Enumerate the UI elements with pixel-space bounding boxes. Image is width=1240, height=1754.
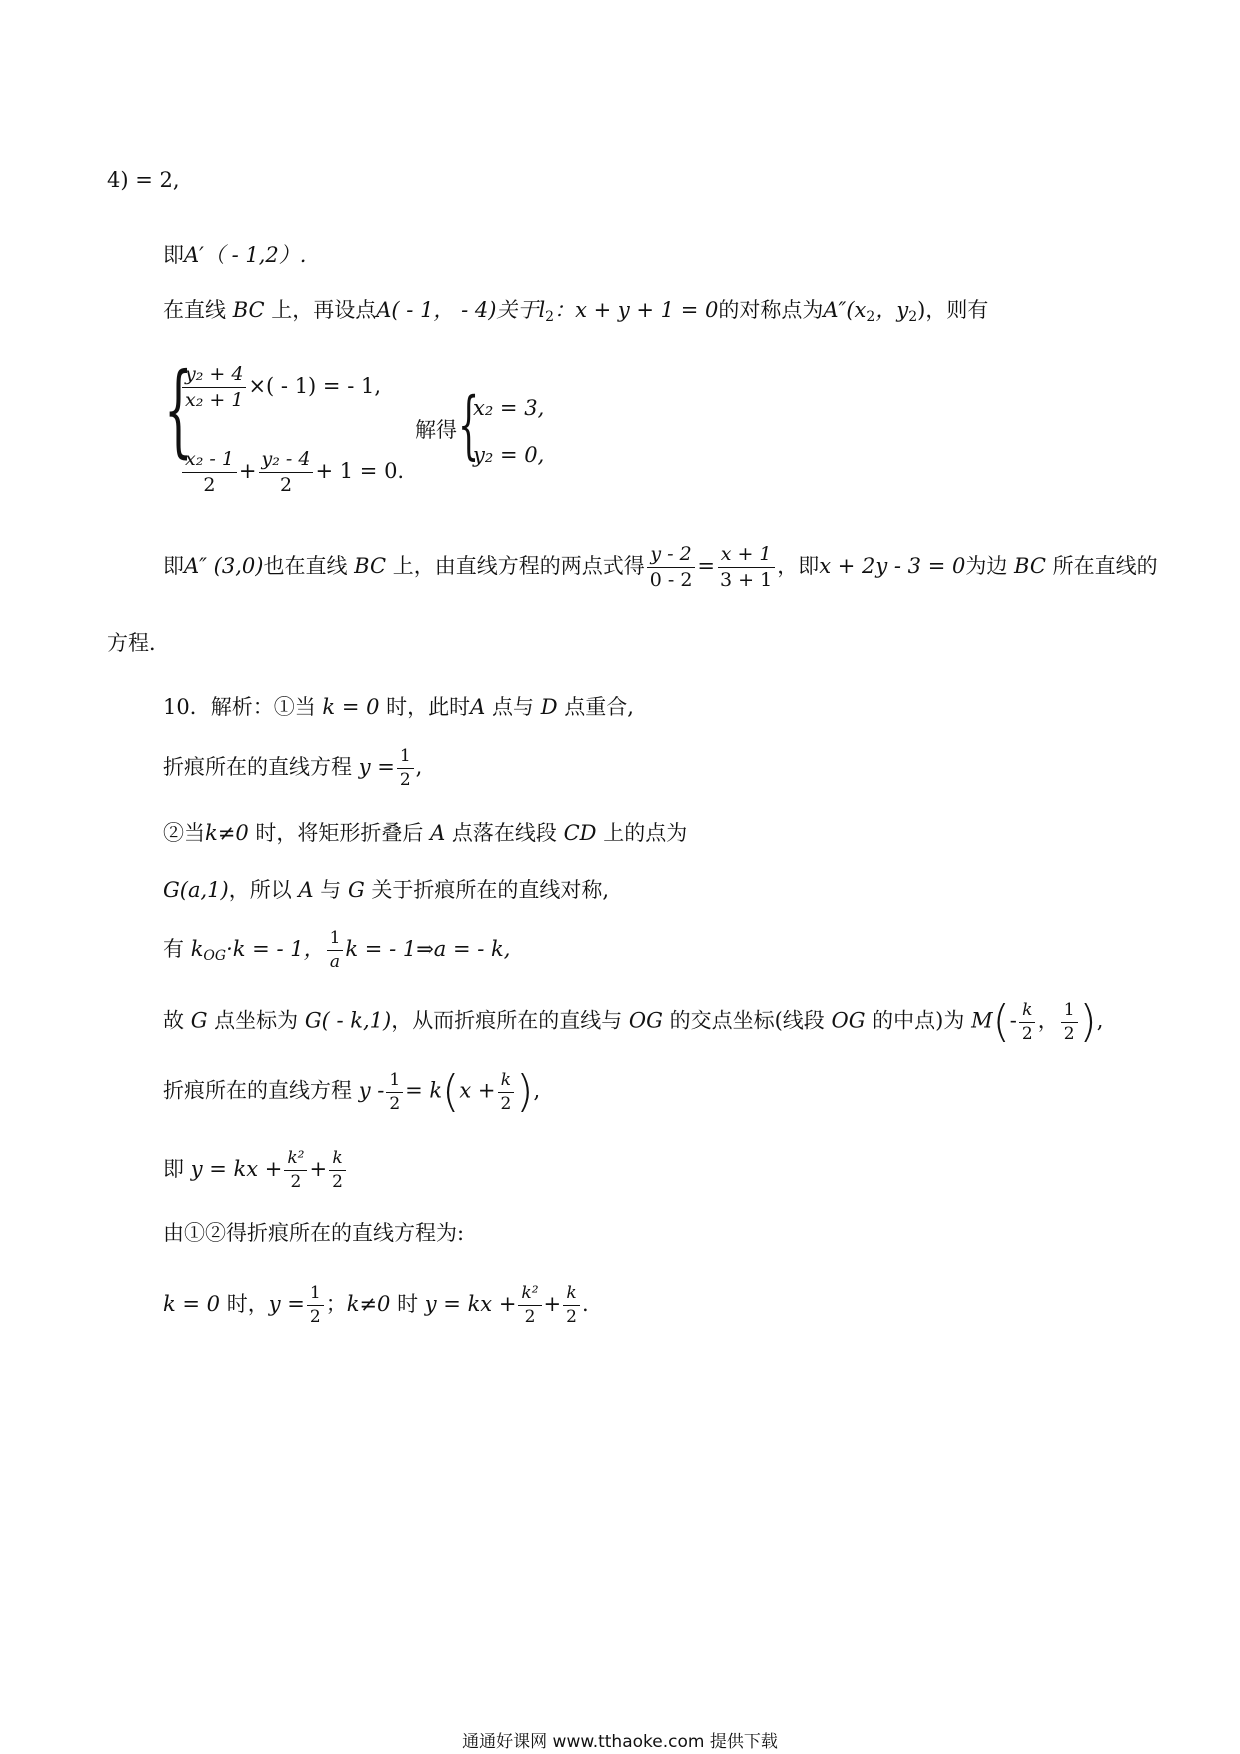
line-16-a: k = 0	[163, 1292, 221, 1316]
line-11-sub: OG	[203, 948, 227, 964]
text-line-13	[163, 1066, 541, 1117]
line-16-end: .	[581, 1292, 589, 1316]
text-line-9	[163, 823, 687, 844]
line-16-b: 时，	[226, 1292, 269, 1316]
line-12-num2: 1	[1061, 1002, 1078, 1023]
line-7-e: 点与	[492, 695, 535, 719]
system-row-2	[180, 450, 404, 495]
line-10-d: 与	[320, 878, 342, 902]
line-13-den2: 2	[500, 1093, 512, 1114]
line-16-num3: k	[563, 1285, 579, 1306]
line-13-fraction-2	[497, 1069, 514, 1114]
line-5-g: x + 2y - 3 = 0	[819, 554, 966, 578]
line-8-fraction	[397, 748, 414, 789]
system-r2-fraction-1	[182, 450, 237, 495]
line-16-den3: 2	[566, 1307, 577, 1327]
line-7-a: 10．解析：①当	[163, 695, 316, 719]
line-13-c: = k	[405, 1078, 443, 1103]
line-3-d: ：x + y + 1 = 0	[554, 298, 719, 322]
solution-row-2	[473, 445, 544, 466]
line-13-num2: k	[498, 1072, 514, 1093]
line-3-m: )，则有	[917, 298, 989, 322]
line-10-f: 关于折痕所在的直线对称,	[371, 878, 610, 902]
line-13-e: ,	[533, 1078, 541, 1103]
line-16-fraction-1	[307, 1285, 324, 1326]
right-paren-eq: )	[516, 1066, 534, 1117]
text-line-8	[163, 748, 422, 789]
line-3-b: 上，再设点	[271, 298, 377, 322]
line-12-den2: 2	[1063, 1023, 1075, 1044]
line-13-d: x +	[459, 1078, 496, 1103]
line-12-end: ,	[1096, 1008, 1104, 1033]
solve-label	[415, 420, 457, 441]
line-12-h: OG	[831, 1008, 866, 1033]
line-12-minus: -	[1009, 1008, 1017, 1033]
text-line-11	[163, 930, 510, 971]
left-brace-system: {	[164, 351, 193, 468]
line-9-f: CD	[563, 821, 597, 845]
line-11-a: 有	[163, 937, 184, 961]
line-12-den1: 2	[1021, 1023, 1033, 1044]
line-12-comma: ，	[1037, 1008, 1059, 1033]
line-5-fden1: 0 - 2	[649, 569, 693, 591]
line-8-a: 折痕所在的直线方程	[163, 755, 352, 779]
line-7-d: A	[470, 695, 486, 719]
line-16-num1: 1	[307, 1285, 324, 1306]
text-line-7	[163, 697, 634, 718]
line-16-c: y =	[268, 1292, 305, 1316]
line-11-b: k	[190, 937, 204, 961]
solution-r2-text: y₂ = 0,	[473, 443, 545, 467]
line-11-d: k = - 1⇒a = - k,	[345, 937, 511, 961]
line-8-den: 2	[399, 770, 411, 790]
line-16-num2: k²	[518, 1285, 541, 1306]
line-14-plus: +	[309, 1157, 328, 1181]
line-8-c: ,	[415, 755, 423, 779]
left-paren-eq: (	[442, 1066, 460, 1117]
line-3-c: A( - 1， - 4)关于	[376, 298, 539, 322]
text-line-6	[107, 633, 170, 654]
line-16-f: 时	[397, 1292, 419, 1316]
line-14-a: 即	[163, 1157, 184, 1181]
line-3-g: 2	[866, 309, 876, 325]
line-1-text: 4) = 2,	[107, 168, 180, 192]
line-5-fraction-2	[717, 545, 775, 590]
line-5-fden2: 3 + 1	[720, 569, 773, 591]
line-13-b: y -	[358, 1078, 385, 1103]
system-r2-num1: x₂ - 1	[182, 450, 237, 473]
line-3-f: A″(x	[823, 298, 867, 322]
system-r2-den2: 2	[279, 474, 293, 496]
line-14-fraction-2	[329, 1150, 346, 1191]
left-paren-m: (	[992, 996, 1010, 1047]
line-14-b: y = kx +	[190, 1157, 283, 1181]
system-r2-plus: +	[238, 459, 257, 483]
system-r2-den1: 2	[203, 474, 216, 496]
system-r1-num: y₂ + 4	[182, 365, 246, 388]
line-9-a: ②当	[163, 821, 205, 845]
line-14-den2: 2	[332, 1172, 343, 1192]
line-16-plus: +	[543, 1292, 562, 1316]
line-11-num: 1	[327, 930, 344, 951]
line-3-k: 2	[908, 309, 918, 325]
system-r2-rest: + 1 = 0.	[315, 459, 405, 483]
page-footer	[0, 1727, 1240, 1752]
line-14-fraction-1	[284, 1150, 307, 1191]
line-16-d: ；	[325, 1292, 347, 1316]
line-5-fraction-1	[647, 545, 696, 590]
line-7-g: 点重合,	[564, 695, 634, 719]
line-16-den1: 2	[309, 1307, 321, 1327]
line-2-prefix: 即	[163, 243, 184, 267]
line-5-a: 即	[163, 554, 184, 578]
line-3-h: ，y	[875, 298, 909, 322]
system-r1-den: x₂ + 1	[185, 389, 244, 411]
line-12-fraction-1	[1019, 999, 1036, 1044]
line-12-g: 的交点坐标(线段	[669, 1008, 825, 1033]
line-15-text: 由①②得折痕所在的直线方程为:	[163, 1221, 465, 1245]
line-7-b: k = 0	[322, 695, 380, 719]
line-8-num: 1	[397, 748, 414, 769]
system-r1-rest: ×( - 1) = - 1,	[248, 374, 381, 398]
system-r2-fraction-2	[259, 450, 314, 495]
line-5-b: A″ (3,0)	[184, 554, 264, 578]
solution-row-1	[473, 398, 544, 419]
line-9-b: k≠0	[205, 821, 249, 845]
text-line-10	[163, 880, 609, 901]
text-line-5	[163, 545, 1158, 590]
line-13-fraction-1	[386, 1069, 403, 1114]
line-14-num2: k	[329, 1150, 345, 1171]
line-9-c: 时，将矩形折叠后	[255, 821, 424, 845]
line-12-f: OG	[628, 1008, 663, 1033]
line-13-num1: 1	[386, 1072, 403, 1093]
line-10-c: A	[298, 878, 314, 902]
line-12-fraction-2	[1061, 999, 1078, 1044]
line-16-fraction-3	[563, 1285, 580, 1326]
line-3-e: 的对称点为	[718, 298, 824, 322]
line-16-e: k≠0	[346, 1292, 391, 1316]
line-16-g: y = kx +	[424, 1292, 517, 1316]
system-row-1	[180, 365, 381, 410]
line-5-f: ，即	[777, 554, 820, 578]
line-5-j: 所在直线的	[1052, 554, 1158, 578]
text-line-2	[163, 245, 306, 266]
line-12-j: M	[971, 1008, 993, 1033]
line-9-e: 点落在线段	[451, 821, 557, 845]
line-14-num1: k²	[284, 1150, 307, 1171]
line-11-c: ·k = - 1，	[226, 937, 325, 961]
line-5-fnum2: x + 1	[718, 545, 775, 568]
line-10-e: G	[347, 878, 365, 902]
point-a-prime: A′（ - 1,2）.	[184, 243, 307, 267]
line-3-bc: BC	[232, 298, 265, 322]
line-12-i: 的中点)为	[872, 1008, 965, 1033]
line-10-b: ，所以	[228, 878, 292, 902]
system-r2-num2: y₂ - 4	[259, 450, 314, 473]
line-12-b: G	[190, 1008, 208, 1033]
line-7-c: 时，此时	[386, 695, 471, 719]
line-5-h: 为边	[965, 554, 1008, 578]
line-5-i: BC	[1014, 554, 1046, 578]
system-r1-fraction	[182, 365, 246, 410]
line-11-den: a	[329, 952, 341, 972]
line-5-e: 上，由直线方程的两点式得	[392, 554, 645, 578]
line-12-d: G( - k,1)	[304, 1008, 392, 1033]
line-5-eq: =	[697, 554, 716, 578]
line-12-a: 故	[163, 1008, 184, 1033]
line-13-den1: 2	[389, 1093, 401, 1114]
text-line-14	[163, 1150, 348, 1191]
right-paren-m: )	[1079, 996, 1097, 1047]
line-13-a: 折痕所在的直线方程	[163, 1078, 352, 1103]
right-brace-solution: {	[458, 382, 480, 468]
line-9-d: A	[430, 821, 446, 845]
line-3-sub: 2	[545, 309, 555, 325]
footer-text: 通通好课网 www.tthaoke.com 提供下载	[462, 1732, 778, 1752]
line-12-num1: k	[1019, 1002, 1035, 1023]
line-3-l: l	[538, 298, 546, 322]
text-line-3	[163, 300, 988, 324]
line-11-fraction	[327, 930, 344, 971]
line-16-den2: 2	[524, 1307, 536, 1327]
line-12-c: 点坐标为	[214, 1008, 299, 1033]
text-line-15	[163, 1223, 464, 1244]
solve-label-text: 解得	[415, 418, 457, 442]
line-10-a: G(a,1)	[163, 878, 229, 902]
solution-r1-text: x₂ = 3,	[473, 396, 545, 420]
text-line-12	[163, 996, 1104, 1047]
line-16-fraction-2	[518, 1285, 541, 1326]
line-8-b: y =	[358, 755, 395, 779]
line-7-f: D	[540, 695, 558, 719]
text-line-16	[163, 1285, 589, 1326]
line-12-e: ，从而折痕所在的直线与	[391, 1008, 623, 1033]
line-9-g: 上的点为	[603, 821, 688, 845]
line-5-c: 也在直线	[263, 554, 348, 578]
line-3-a: 在直线	[163, 298, 226, 322]
line-14-den1: 2	[290, 1172, 302, 1192]
text-line-1	[107, 170, 180, 191]
line-5-fnum1: y - 2	[647, 545, 694, 568]
line-6-text: 方程．	[107, 631, 170, 655]
line-5-d: BC	[354, 554, 387, 578]
